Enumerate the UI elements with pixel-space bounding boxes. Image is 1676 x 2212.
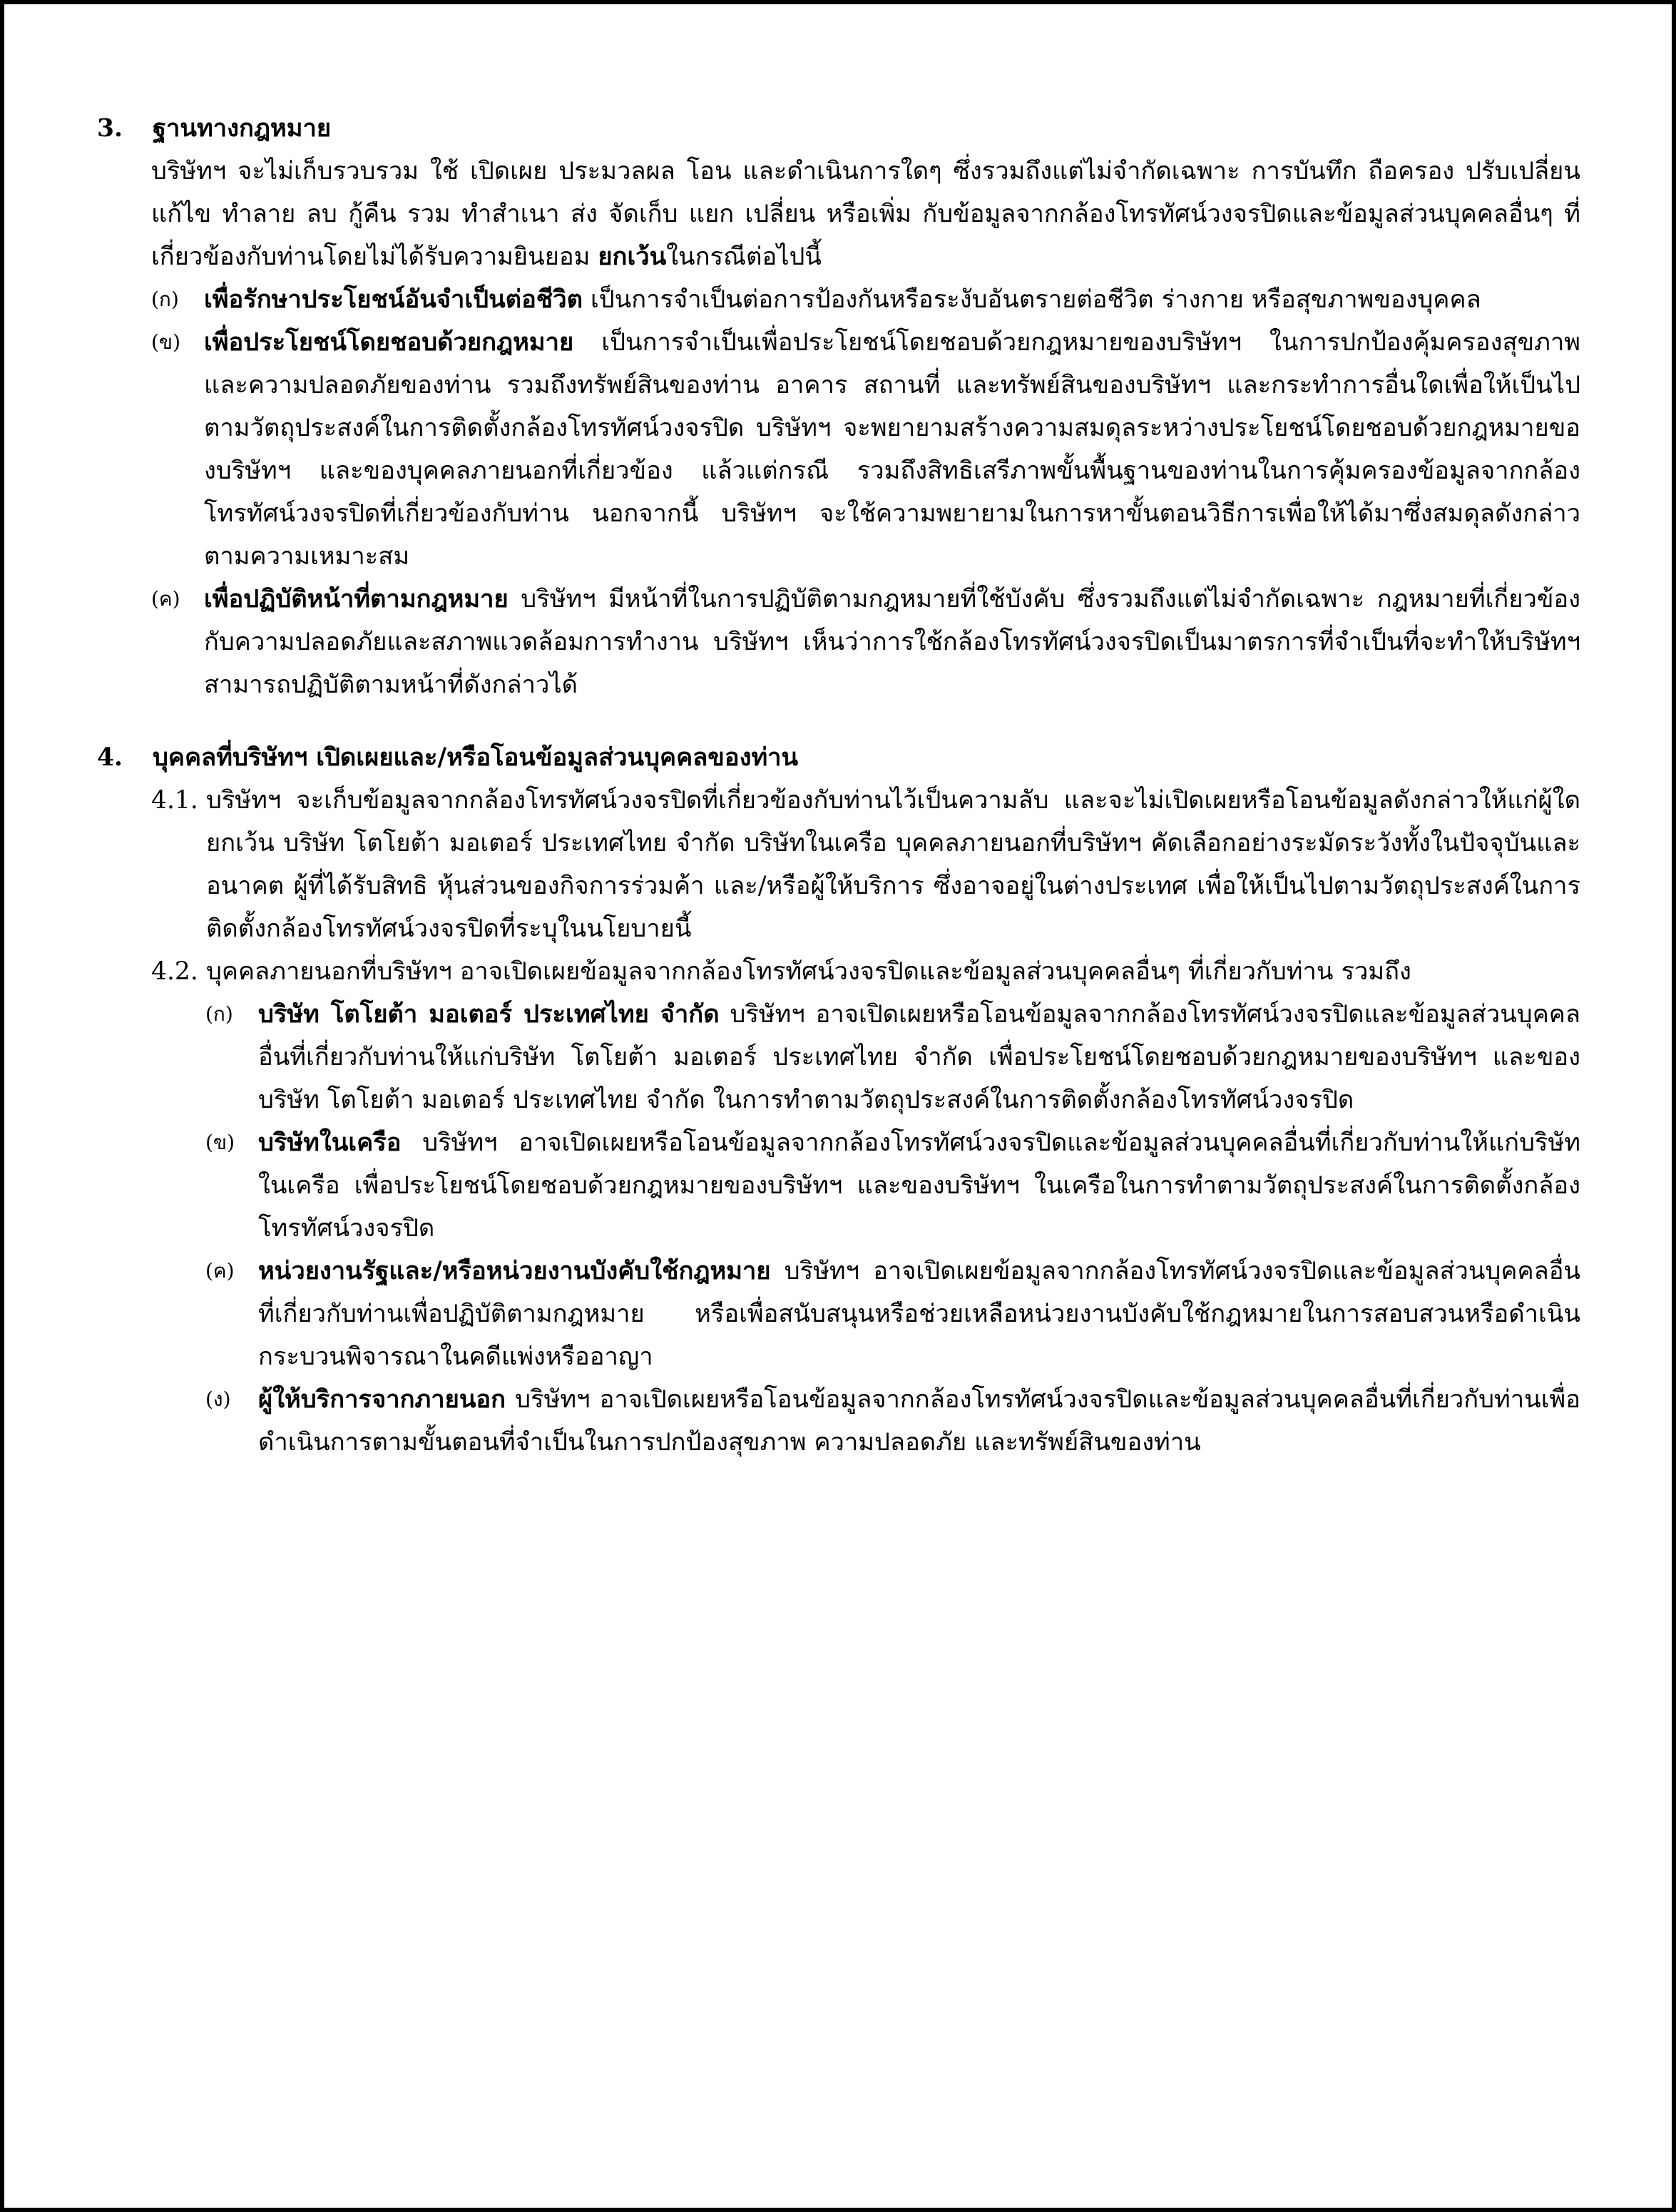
item-title: บริษัท โตโยต้า มอเตอร์ ประเทศไทย จำกัด: [258, 1000, 720, 1029]
section-spacer: [97, 706, 1580, 736]
section-4-item-a: [97, 993, 1580, 1121]
section-4-heading: [97, 736, 1580, 779]
sub-label: 4.2.: [151, 957, 198, 986]
item-label: (ข): [205, 1131, 235, 1154]
document-body: [97, 107, 1580, 1464]
item-text: บริษัทฯ อาจเปิดเผยข้อมูลจากกล้องโทรทัศน์วงจรปิดและข้อมูลส่วนบุคคลอื่นที่เกี่ยวกับท่านเพื่อปฏิบัติตามกฎหมาย หรือเพื่อสนับสนุนหรือช่วยเหลือหน่วยงานบังคับใช้กฎหมายในการสอบสวนหรือดำเนินกระบวนพิจารณาในคดีแพ่งหรืออาญา: [258, 1257, 1580, 1371]
item-label: (ง): [205, 1387, 231, 1411]
item-text: บริษัทฯ อาจเปิดเผยหรือโอนข้อมูลจากกล้องโทรทัศน์วงจรปิดและข้อมูลส่วนบุคคลอื่นที่เกี่ยวกับท่านให้แก่บริษัทในเครือ เพื่อประโยชน์โดยชอบด้วยกฎหมายของบริษัทฯ และของบริษัทฯ ในเครือในการทำตามวัตถุประสงค์ในการติดตั้งกล้องโทรทัศน์วงจรปิด: [258, 1128, 1580, 1243]
sub-label: 4.1.: [151, 786, 198, 815]
sub-text: บริษัทฯ จะเก็บข้อมูลจากกล้องโทรทัศน์วงจรปิดที่เกี่ยวข้องกับท่านไว้เป็นความลับ และจะไม่เปิดเผยหรือโอนข้อมูลดังกล่าวให้แก่ผู้ใด ยกเว้น บริษัท โตโยต้า มอเตอร์ ประเทศไทย จำกัด บริษัทในเครือ บุคคลภายนอกที่บริษัทฯ คัดเลือกอย่างระมัดระวังทั้งในปัจจุบันและอนาคต ผู้ที่ได้รับสิทธิ หุ้นส่วนของกิจการร่วมค้า และ/หรือผู้ให้บริการ ซึ่งอาจอยู่ในต่างประเทศ เพื่อให้เป็นไปตามวัตถุประสงค์ในการติดตั้งกล้องโทรทัศน์วงจรปิดที่ระบุในนโยบายนี้: [206, 786, 1580, 943]
section-3-intro-bold: ยกเว้น: [598, 243, 667, 271]
section-3-item-a: [97, 278, 1580, 321]
section-3-item-c: [97, 578, 1580, 706]
section-4-title: บุคคลที่บริษัทฯ เปิดเผยและ/หรือโอนข้อมูลส่วนบุคคลของท่าน: [153, 743, 799, 772]
item-title: ผู้ให้บริการจากภายนอก: [258, 1385, 506, 1414]
item-text: บริษัทฯ มีหน้าที่ในการปฏิบัติตามกฎหมายที่ใช้บังคับ ซึ่งรวมถึงแต่ไม่จำกัดเฉพาะ กฎหมายที่เกี่ยวข้องกับความปลอดภัยและสภาพแวดล้อมการทำงาน บริษัทฯ เห็นว่าการใช้กล้องโทรทัศน์วงจรปิดเป็นมาตรการที่จำเป็นที่จะทำให้บริษัทฯ สามารถปฏิบัติตามหน้าที่ดังกล่าวได้: [204, 585, 1580, 699]
item-text: บริษัทฯ อาจเปิดเผยหรือโอนข้อมูลจากกล้องโทรทัศน์วงจรปิดและข้อมูลส่วนบุคคลอื่นที่เกี่ยวกับท่านให้แก่บริษัท โตโยต้า มอเตอร์ ประเทศไทย จำกัด เพื่อประโยชน์โดยชอบด้วยกฎหมายของบริษัทฯ และของบริษัท โตโยต้า มอเตอร์ ประเทศไทย จำกัด ในการทำตามวัตถุประสงค์ในการติดตั้งกล้องโทรทัศน์วงจรปิด: [258, 1000, 1580, 1114]
item-title: เพื่อปฏิบัติหน้าที่ตามกฎหมาย: [204, 585, 509, 613]
item-text: บริษัทฯ อาจเปิดเผยหรือโอนข้อมูลจากกล้องโทรทัศน์วงจรปิดและข้อมูลส่วนบุคคลอื่นที่เกี่ยวกับท่านเพื่อดำเนินการตามขั้นตอนที่จำเป็นในการปกป้องสุขภาพ ความปลอดภัย และทรัพย์สินของท่าน: [258, 1385, 1580, 1457]
item-title: เพื่อประโยชน์โดยชอบด้วยกฎหมาย: [204, 328, 574, 357]
section-4-sub-4-2: [97, 950, 1580, 993]
item-label: (ก): [151, 287, 179, 311]
item-text: เป็นการจำเป็นต่อการป้องกันหรือระงับอันตรายต่อชีวิต ร่างกาย หรือสุขภาพของบุคคล: [582, 285, 1481, 314]
item-label: (ข): [151, 330, 180, 354]
item-title: หน่วยงานรัฐและ/หรือหน่วยงานบังคับใช้กฎหมาย: [258, 1257, 771, 1285]
item-label: (ค): [205, 1259, 235, 1283]
section-4-item-d: [97, 1378, 1580, 1464]
section-3-item-b: [97, 321, 1580, 578]
section-4-sub-4-1: [97, 779, 1580, 950]
sub-text: บุคคลภายนอกที่บริษัทฯ อาจเปิดเผยข้อมูลจากกล้องโทรทัศน์วงจรปิดและข้อมูลส่วนบุคคลอื่นๆ ที่เกี่ยวกับท่าน รวมถึง: [206, 957, 1411, 986]
section-4-item-c: [97, 1250, 1580, 1378]
item-label: (ค): [151, 587, 180, 611]
section-3-intro: [151, 150, 1580, 278]
section-3-intro-end: ในกรณีต่อไปนี้: [666, 243, 822, 271]
section-3-heading: [97, 107, 1580, 150]
section-3-intro-text: บริษัทฯ จะไม่เก็บรวบรวม ใช้ เปิดเผย ประมวลผล โอน และดำเนินการใดๆ ซึ่งรวมถึงแต่ไม่จำกัดเฉพาะ การบันทึก ถือครอง ปรับเปลี่ยน แก้ไข ทำลาย ลบ กู้คืน รวม ทำสำเนา ส่ง จัดเก็บ แยก เปลี่ยน หรือเพิ่ม กับข้อมูลจากกล้องโทรทัศน์วงจรปิดและข้อมูลส่วนบุคคลอื่นๆ ที่เกี่ยวข้องกับท่านโดยไม่ได้รับความยินยอม: [151, 157, 1580, 271]
item-title: เพื่อรักษาประโยชน์อันจำเป็นต่อชีวิต: [204, 285, 583, 314]
item-label: (ก): [205, 1002, 233, 1026]
section-3-title: ฐานทางกฎหมาย: [153, 114, 332, 143]
item-title: บริษัทในเครือ: [258, 1128, 402, 1157]
section-4-item-b: [97, 1121, 1580, 1250]
item-text: เป็นการจำเป็นเพื่อประโยชน์โดยชอบด้วยกฎหมายของบริษัทฯ ในการปกป้องคุ้มครองสุขภาพและความปลอดภัยของท่าน รวมถึงทรัพย์สินของท่าน อาคาร สถานที่ และทรัพย์สินของบริษัทฯ และกระทำการอื่นใดเพื่อให้เป็นไปตามวัตถุประสงค์ในการติดตั้งกล้องโทรทัศน์วงจรปิด บริษัทฯ จะพยายามสร้างความสมดุลระหว่างประโยชน์โดยชอบด้วยกฎหมายของบริษัทฯ และของบุคคลภายนอกที่เกี่ยวข้อง แล้วแต่กรณี รวมถึงสิทธิเสรีภาพขั้นพื้นฐานของท่านในการคุ้มครองข้อมูลจากกล้องโทรทัศน์วงจรปิดที่เกี่ยวข้องกับท่าน นอกจากนี้ บริษัทฯ จะใช้ความพยายามในการหาขั้นตอนวิธีการเพื่อให้ได้มาซึ่งสมดุลดังกล่าวตามความเหมาะสม: [204, 328, 1580, 571]
section-4-number: 4.: [97, 743, 123, 772]
section-3-number: 3.: [97, 114, 123, 143]
